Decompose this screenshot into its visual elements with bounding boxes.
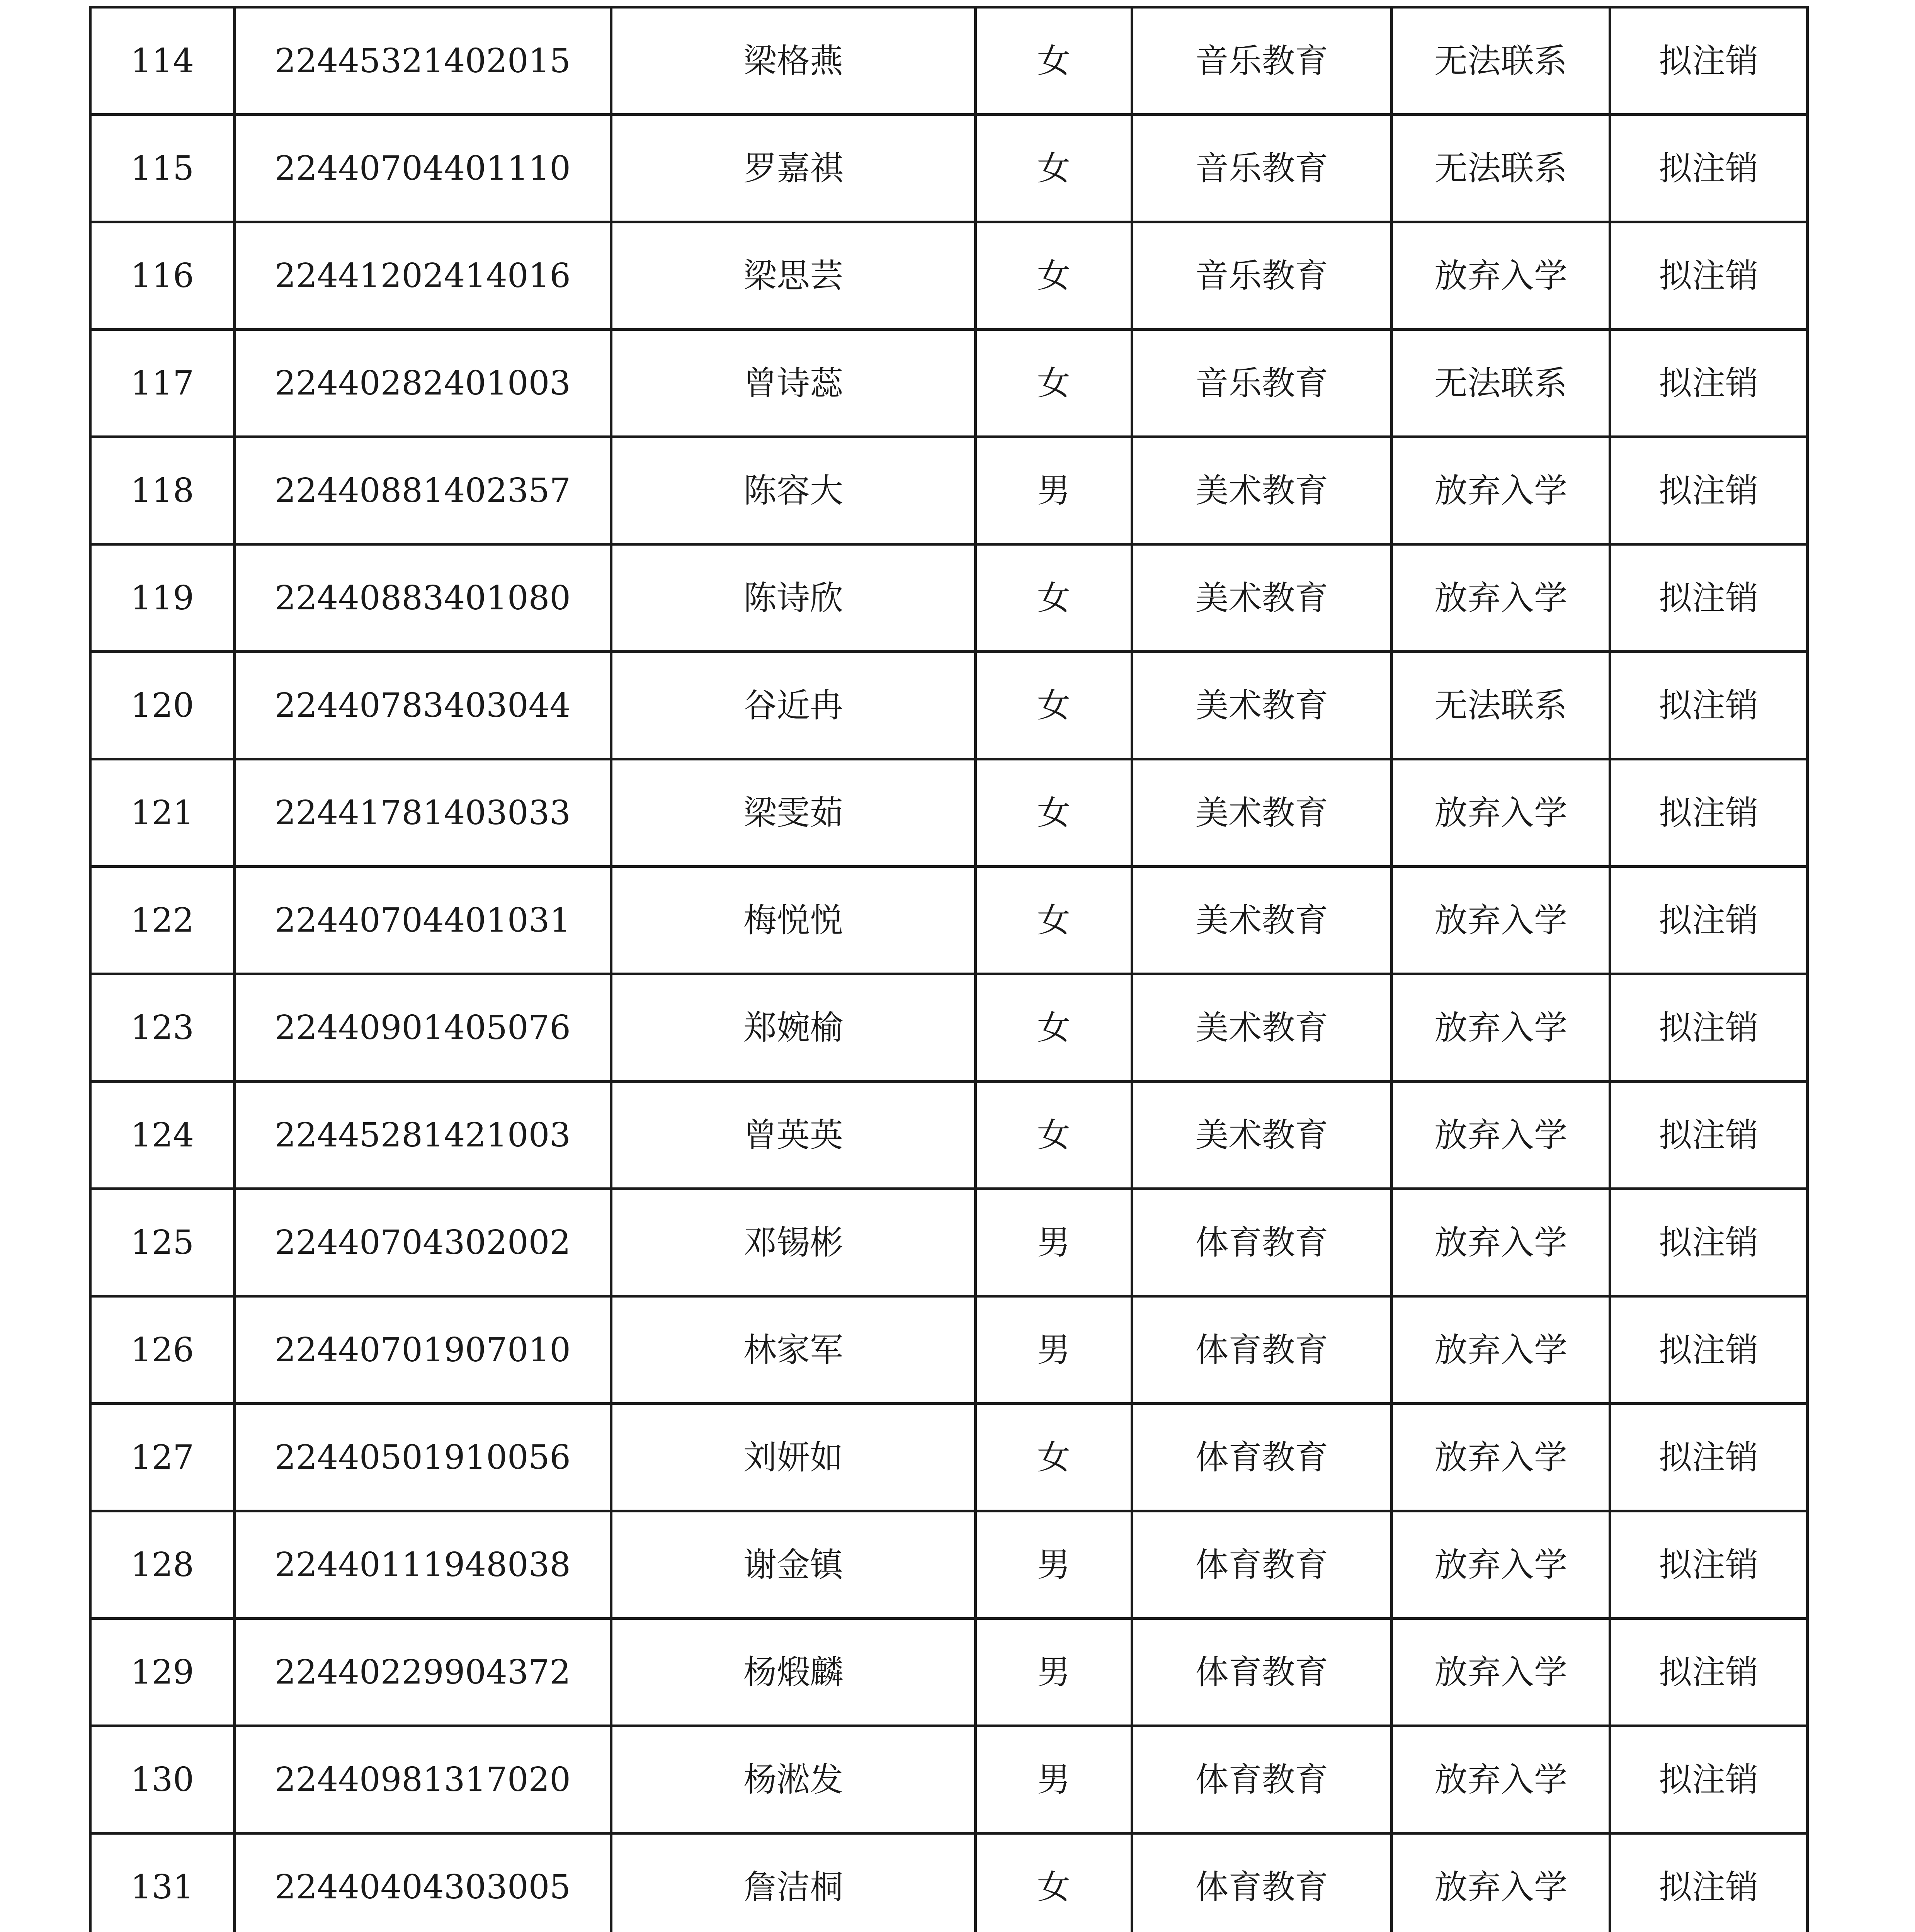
gender-cell: 女 <box>976 1082 1132 1189</box>
major-cell: 美术教育 <box>1132 544 1392 652</box>
exam-id-cell: 22440404303005 <box>235 1833 611 1932</box>
reason-cell: 放弃入学 <box>1392 1082 1610 1189</box>
name-cell: 陈容大 <box>611 437 976 544</box>
exam-id-cell: 22440111948038 <box>235 1511 611 1619</box>
action-cell: 拟注销 <box>1610 1082 1808 1189</box>
gender-cell: 男 <box>976 437 1132 544</box>
exam-id-cell: 22440501910056 <box>235 1404 611 1511</box>
seq-cell: 120 <box>90 652 235 759</box>
major-cell: 音乐教育 <box>1132 7 1392 115</box>
action-cell: 拟注销 <box>1610 222 1808 330</box>
reason-cell: 无法联系 <box>1392 330 1610 437</box>
exam-id-cell: 22440229904372 <box>235 1619 611 1726</box>
gender-cell: 男 <box>976 1189 1132 1296</box>
exam-id-cell: 22440701907010 <box>235 1296 611 1404</box>
reason-cell: 放弃入学 <box>1392 1511 1610 1619</box>
seq-cell: 127 <box>90 1404 235 1511</box>
table-row <box>90 652 1808 759</box>
seq-cell: 130 <box>90 1726 235 1833</box>
name-cell: 谷近冉 <box>611 652 976 759</box>
reason-cell: 无法联系 <box>1392 115 1610 222</box>
table-row <box>90 1619 1808 1726</box>
name-cell: 梅悦悦 <box>611 867 976 974</box>
table-row <box>90 437 1808 544</box>
exam-id-cell: 22440704401031 <box>235 867 611 974</box>
exam-id-cell: 22440883401080 <box>235 544 611 652</box>
reason-cell: 放弃入学 <box>1392 1404 1610 1511</box>
seq-cell: 131 <box>90 1833 235 1932</box>
table-row <box>90 1833 1808 1932</box>
gender-cell: 女 <box>976 330 1132 437</box>
name-cell: 郑婉榆 <box>611 974 976 1082</box>
gender-cell: 女 <box>976 115 1132 222</box>
name-cell: 曾英英 <box>611 1082 976 1189</box>
reason-cell: 放弃入学 <box>1392 867 1610 974</box>
action-cell: 拟注销 <box>1610 1404 1808 1511</box>
gender-cell: 男 <box>976 1619 1132 1726</box>
table-row <box>90 1189 1808 1296</box>
action-cell: 拟注销 <box>1610 1726 1808 1833</box>
name-cell: 邓锡彬 <box>611 1189 976 1296</box>
major-cell: 美术教育 <box>1132 437 1392 544</box>
seq-cell: 115 <box>90 115 235 222</box>
seq-cell: 117 <box>90 330 235 437</box>
table-row <box>90 867 1808 974</box>
gender-cell: 男 <box>976 1511 1132 1619</box>
action-cell: 拟注销 <box>1610 437 1808 544</box>
action-cell: 拟注销 <box>1610 974 1808 1082</box>
action-cell: 拟注销 <box>1610 330 1808 437</box>
gender-cell: 男 <box>976 1296 1132 1404</box>
gender-cell: 女 <box>976 222 1132 330</box>
action-cell: 拟注销 <box>1610 1511 1808 1619</box>
name-cell: 林家军 <box>611 1296 976 1404</box>
major-cell: 美术教育 <box>1132 1082 1392 1189</box>
table-row <box>90 115 1808 222</box>
action-cell: 拟注销 <box>1610 867 1808 974</box>
name-cell: 刘妍如 <box>611 1404 976 1511</box>
major-cell: 体育教育 <box>1132 1404 1392 1511</box>
gender-cell: 女 <box>976 652 1132 759</box>
reason-cell: 放弃入学 <box>1392 1833 1610 1932</box>
seq-cell: 118 <box>90 437 235 544</box>
reason-cell: 放弃入学 <box>1392 1726 1610 1833</box>
gender-cell: 女 <box>976 759 1132 867</box>
table-row <box>90 222 1808 330</box>
action-cell: 拟注销 <box>1610 759 1808 867</box>
table-row <box>90 1404 1808 1511</box>
action-cell: 拟注销 <box>1610 1619 1808 1726</box>
major-cell: 音乐教育 <box>1132 115 1392 222</box>
name-cell: 谢金镇 <box>611 1511 976 1619</box>
name-cell: 罗嘉祺 <box>611 115 976 222</box>
gender-cell: 女 <box>976 1833 1132 1932</box>
action-cell: 拟注销 <box>1610 544 1808 652</box>
name-cell: 詹洁桐 <box>611 1833 976 1932</box>
reason-cell: 放弃入学 <box>1392 1189 1610 1296</box>
reason-cell: 放弃入学 <box>1392 1619 1610 1726</box>
major-cell: 体育教育 <box>1132 1189 1392 1296</box>
gender-cell: 女 <box>976 544 1132 652</box>
name-cell: 杨淞发 <box>611 1726 976 1833</box>
exam-id-cell: 22445281421003 <box>235 1082 611 1189</box>
reason-cell: 无法联系 <box>1392 652 1610 759</box>
major-cell: 体育教育 <box>1132 1511 1392 1619</box>
action-cell: 拟注销 <box>1610 1833 1808 1932</box>
action-cell: 拟注销 <box>1610 652 1808 759</box>
exam-id-cell: 22440704401110 <box>235 115 611 222</box>
seq-cell: 121 <box>90 759 235 867</box>
table-row <box>90 1511 1808 1619</box>
roster-table-body <box>90 7 1808 1932</box>
name-cell: 梁格燕 <box>611 7 976 115</box>
exam-id-cell: 22445321402015 <box>235 7 611 115</box>
exam-id-cell: 22440704302002 <box>235 1189 611 1296</box>
action-cell: 拟注销 <box>1610 1296 1808 1404</box>
seq-cell: 124 <box>90 1082 235 1189</box>
table-row <box>90 1082 1808 1189</box>
reason-cell: 放弃入学 <box>1392 1296 1610 1404</box>
seq-cell: 128 <box>90 1511 235 1619</box>
reason-cell: 放弃入学 <box>1392 437 1610 544</box>
reason-cell: 放弃入学 <box>1392 222 1610 330</box>
seq-cell: 129 <box>90 1619 235 1726</box>
seq-cell: 125 <box>90 1189 235 1296</box>
major-cell: 音乐教育 <box>1132 330 1392 437</box>
gender-cell: 女 <box>976 1404 1132 1511</box>
gender-cell: 女 <box>976 867 1132 974</box>
name-cell: 陈诗欣 <box>611 544 976 652</box>
exam-id-cell: 22440881402357 <box>235 437 611 544</box>
gender-cell: 女 <box>976 7 1132 115</box>
exam-id-cell: 22440783403044 <box>235 652 611 759</box>
major-cell: 美术教育 <box>1132 652 1392 759</box>
table-row <box>90 974 1808 1082</box>
roster-table <box>89 6 1809 1932</box>
major-cell: 体育教育 <box>1132 1296 1392 1404</box>
name-cell: 梁思芸 <box>611 222 976 330</box>
major-cell: 体育教育 <box>1132 1726 1392 1833</box>
reason-cell: 放弃入学 <box>1392 759 1610 867</box>
table-row <box>90 544 1808 652</box>
major-cell: 美术教育 <box>1132 867 1392 974</box>
table-row <box>90 759 1808 867</box>
exam-id-cell: 22441781403033 <box>235 759 611 867</box>
exam-id-cell: 22440282401003 <box>235 330 611 437</box>
major-cell: 美术教育 <box>1132 974 1392 1082</box>
major-cell: 体育教育 <box>1132 1833 1392 1932</box>
table-row <box>90 330 1808 437</box>
exam-id-cell: 22441202414016 <box>235 222 611 330</box>
gender-cell: 男 <box>976 1726 1132 1833</box>
seq-cell: 116 <box>90 222 235 330</box>
name-cell: 梁雯茹 <box>611 759 976 867</box>
exam-id-cell: 22440901405076 <box>235 974 611 1082</box>
name-cell: 杨煅麟 <box>611 1619 976 1726</box>
action-cell: 拟注销 <box>1610 7 1808 115</box>
table-row <box>90 1726 1808 1833</box>
table-row <box>90 7 1808 115</box>
major-cell: 美术教育 <box>1132 759 1392 867</box>
action-cell: 拟注销 <box>1610 115 1808 222</box>
reason-cell: 放弃入学 <box>1392 974 1610 1082</box>
reason-cell: 放弃入学 <box>1392 544 1610 652</box>
name-cell: 曾诗蕊 <box>611 330 976 437</box>
seq-cell: 114 <box>90 7 235 115</box>
major-cell: 体育教育 <box>1132 1619 1392 1726</box>
seq-cell: 119 <box>90 544 235 652</box>
major-cell: 音乐教育 <box>1132 222 1392 330</box>
table-row <box>90 1296 1808 1404</box>
seq-cell: 122 <box>90 867 235 974</box>
reason-cell: 无法联系 <box>1392 7 1610 115</box>
seq-cell: 123 <box>90 974 235 1082</box>
action-cell: 拟注销 <box>1610 1189 1808 1296</box>
seq-cell: 126 <box>90 1296 235 1404</box>
gender-cell: 女 <box>976 974 1132 1082</box>
exam-id-cell: 22440981317020 <box>235 1726 611 1833</box>
